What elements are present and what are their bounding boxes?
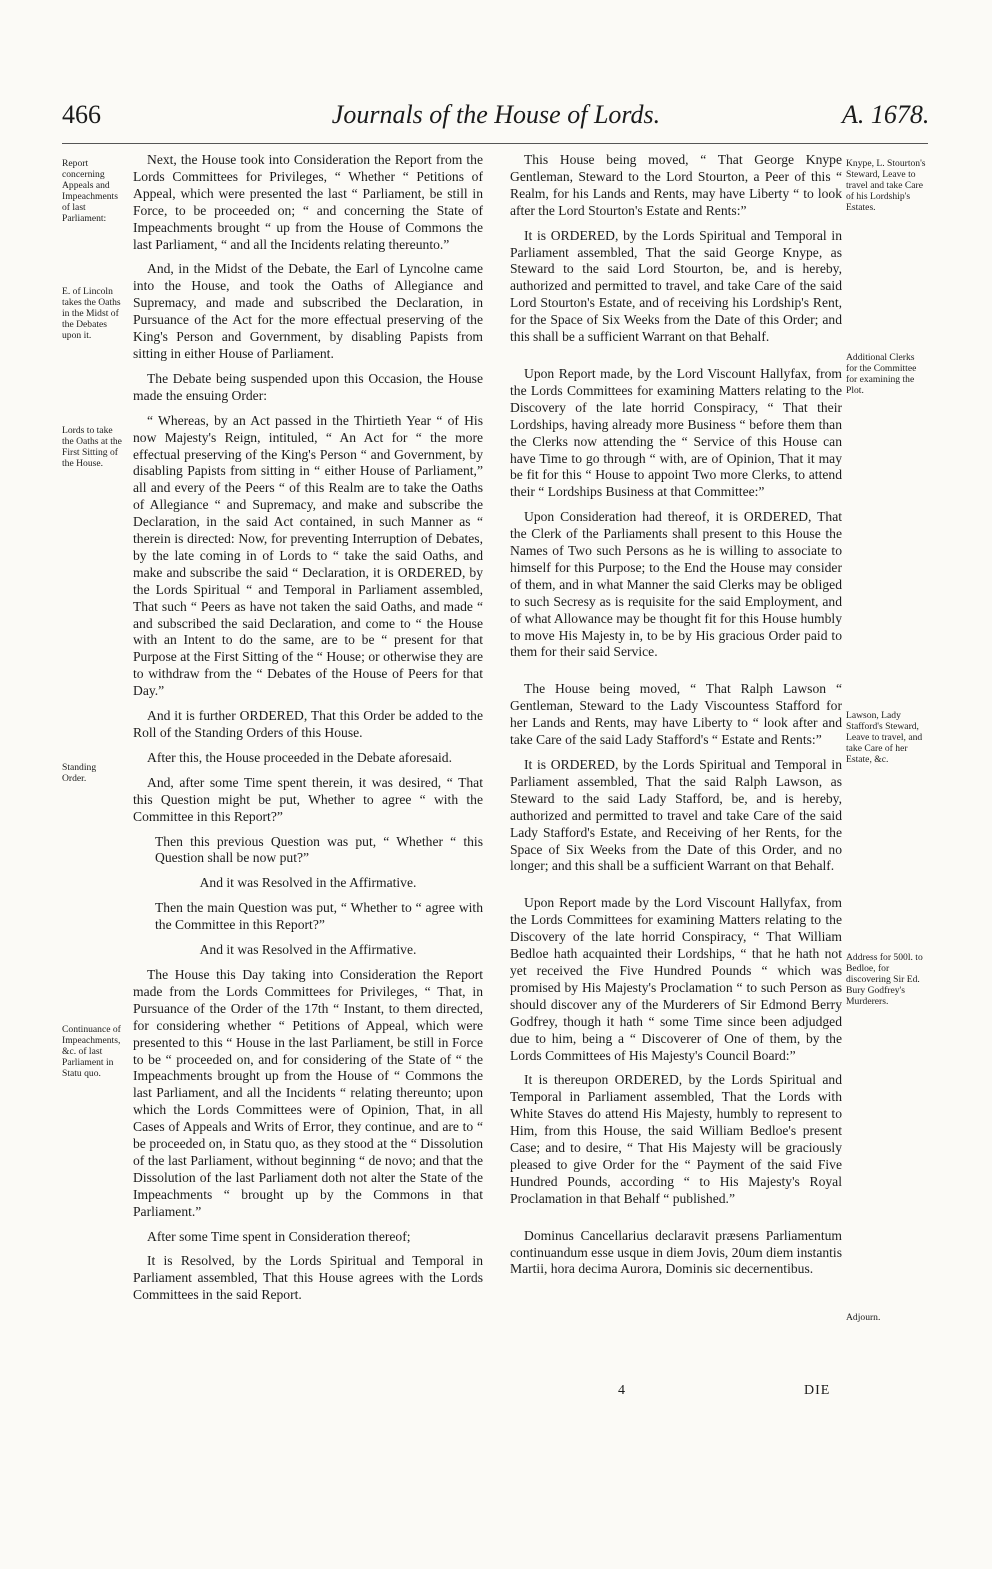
paragraph: Then the main Question was put, “ Whether to “ agree with the Committee in this Report?”: [155, 900, 483, 933]
paragraph: And it is further ORDERED, That this Order be added to the Roll of the Standing Orders of this House.: [133, 708, 483, 740]
paragraph: Next, the House took into Consideration the Report from the Lords Committees for Privileges, “ Whether “ Petitions of Appeal, which were presented the last “ Parliament, be still in Force, to be proceeded on; “ and concerning the State of Impeachments brought “ up from the House of Commons the last Parliament, “ and all the Incidents relating thereunto.”: [133, 152, 483, 252]
paragraph: This House being moved, “ That George Knype Gentleman, Steward to the Lord Stourton, a Peer of this “ Realm, for his Lands and Rents, may have Liberty “ to look after the Lord Stourton's Estate and Rents:”: [510, 152, 842, 218]
page-title: Journals of the House of Lords.: [331, 100, 661, 129]
paragraph: It is Resolved, by the Lords Spiritual and Temporal in Parliament assembled, That this House agrees with the Lords Committees in the said Report.: [133, 1253, 483, 1303]
margin-note: Lawson, Lady Stafford's Steward, Leave to travel, and take Care of her Estate, &c.: [846, 710, 923, 765]
paragraph: The House being moved, “ That Ralph Lawson “ Gentleman, Steward to the Lady Viscountess Stafford for her Lands and Rents, may have Liberty to “ look after and take Care of the said Lady Stafford's “ Estate and Rents:”: [510, 681, 842, 748]
margin-note: Additional Clerks for the Committee for examining the Plot.: [846, 352, 917, 396]
paragraph: Then this previous Question was put, “ Whether “ this Question shall be now put?”: [155, 833, 483, 866]
paragraph: Dominus Cancellarius declaravit præsens Parliamentum continuandum esse usque in diem Jovis, 20um diem instantis Martii, hora decima Aurora, Dominis sic decernentibus.: [510, 1227, 842, 1277]
paragraph: Upon Consideration had thereof, it is ORDERED, That the Clerk of the Parliaments shall present to this House the Names of Two such Persons as he is willing to associate to himself for this Purpose; to the End the House may consider of them, and in what Manner the said Clerks may be obliged to such Secresy as is requisite for the said Employment, and of what Allowance may be thought fit for this House humbly to move His Majesty in, to be by His gracious Order paid to them for their said Service.: [510, 509, 842, 660]
header-rule: [62, 143, 928, 144]
paragraph: After this, the House proceeded in the Debate aforesaid.: [147, 749, 452, 765]
margin-note: E. of Lincoln takes the Oaths in the Midst of the Debates upon it.: [62, 286, 121, 341]
page-header: [0, 100, 992, 140]
paragraph: After some Time spent in Consideration thereof;: [147, 1228, 411, 1244]
paragraph: It is ORDERED, by the Lords Spiritual and Temporal in Parliament assembled, That the said Ralph Lawson, as Steward to the said Lady Stafford, be, and is hereby, authorized and permitted to travel and take Care of the said Lady Stafford's Estate, and Receiving of her Rents, for the Space of Six Weeks from the Date of this Order, and no longer; and this shall be a sufficient Warrant on that Behalf.: [510, 757, 842, 874]
resolution: And it was Resolved in the Affirmative.: [199, 942, 417, 958]
page-number: 466: [62, 100, 101, 129]
right-column: [510, 152, 842, 1286]
paragraph: The House this Day taking into Consideration the Report made from the Lords Committees for Privileges, “ That, in Pursuance of the Order of the 17th “ Instant, to them directed, for considering whether “ Petitions of Appeal, which were presented to this “ House in the last Parliament, be still in Force to be “ proceeded on, and for considering of the State of “ the Impeachments brought up from the House of “ Commons the last Parliament, and all the Incidents “ relating thereunto; upon which the Lords Committees were of Opinion, That, in all Cases of Appeals and Writs of Error, they continue, and are to “ be proceeded on, in Statu quo, as they stood at the “ Dissolution of the last Parliament, without beginning “ de novo; and that the Dissolution of the last Parliament doth not alter the State of the Impeachments “ brought up by the Commons in that Parliament.”: [133, 966, 483, 1219]
margin-note: Continuance of Impeachments, &c. of last Parliament in Statu quo.: [62, 1024, 121, 1079]
catchword: DIE: [804, 1383, 831, 1398]
paragraph: Upon Report made by the Lord Viscount Hallyfax, from the Lords Committees for examining Matters relating to the Discovery of the late horrid Conspiracy, “ That William Bedloe hath acquainted their Lordships, “ that he hath not yet received the Five Hundred Pounds “ which was promised by His Majesty's Proclamation “ to such Person as should discover any of the Murderers of Sir Edmond Berry Godfrey, though it hath “ some Time since been adjudged due to him, being a “ Discoverer of One of them, by the Lords Committees of His Majesty's Council Board:”: [510, 895, 842, 1063]
signature-mark: 4: [618, 1383, 625, 1398]
left-column: [133, 152, 483, 1312]
resolution: And it was Resolved in the Affirmative.: [199, 875, 417, 891]
page-year: A. 1678.: [842, 100, 930, 129]
margin-note: Adjourn.: [846, 1312, 881, 1323]
paragraph: The Debate being suspended upon this Occasion, the House made the ensuing Order:: [133, 370, 483, 403]
paragraph: It is thereupon ORDERED, by the Lords Spiritual and Temporal in Parliament assembled, That the Lords with White Staves do attend His Majesty, humbly to represent to Him, from this House, the said William Bedloe's present Case; and to desire, “ That His Majesty will be graciously pleased to give Order for the “ Payment of the said Five Hundred Pounds, according “ to His Majesty's Royal Proclamation in that Behalf “ published.”: [510, 1072, 842, 1206]
margin-note: Address for 500l. to Bedloe, for discovering Sir Ed. Bury Godfrey's Murderers.: [846, 952, 923, 1007]
margin-note: Knype, L. Stourton's Steward, Leave to travel and take Care of his Lordship's Estates.: [846, 158, 926, 213]
paragraph: “ Whereas, by an Act passed in the Thirtieth Year “ of His now Majesty's Reign, intituled, “ An Act for “ the more effectual preserving of the King's Person “ and Government, by disabling Papists from sitting in “ either House of Parliament,” all and every of the Peers “ of this Realm are to take the Oaths of Allegiance “ and Supremacy, and make and subscribe the Declaration, in the said Act contained, in such Manner as “ therein is directed: Now, for preventing Interruption of Debates, by the late coming in of Lords to “ take the said Oaths, and make and subscribe the said “ Declaration, it is ORDERED, by the Lords Spiritual “ and Temporal in Parliament assembled, That such “ Peers as have not taken the said Oaths, and made “ and subscribed the said Declaration, and come to “ the House with an Intent to do the same, are to be “ present for that Purpose at the First Sitting of the “ House; or otherwise they are to withdraw from the “ Debates of the House of Peers for that Day.”: [133, 412, 483, 699]
paragraph: And, in the Midst of the Debate, the Earl of Lyncolne came into the House, and took the Oaths of Allegiance and Supremacy, and made and subscribed the Declaration, in Pursuance of the Act for the more effectual preserving of the King's Person and Government, by disabling Papists from sitting in either House of Parliament.: [133, 261, 483, 361]
paragraph: It is ORDERED, by the Lords Spiritual and Temporal in Parliament assembled, That the said George Knype, as Steward to the said Lord Stourton, be, and is hereby, authorized and permitted to travel, and take Care of the said Lord Stourton's Estate, and of receiving his Lordship's Rent, for the Space of Six Weeks from the Date of this Order; and this shall be a sufficient Warrant on that Behalf.: [510, 227, 842, 345]
paragraph: Upon Report made, by the Lord Viscount Hallyfax, from the Lords Committees for examining Matters relating to the Discovery of the late horrid Conspiracy, “ That their Lordships, having already more Business “ before them than the Clerks now attending the “ Service of this House can have Time to go through “ with, are of Opinion, That it may be fit for this “ House to appoint Two more Clerks, to attend their “ Lordships Business at that Committee:”: [510, 365, 842, 500]
margin-note: Standing Order.: [62, 762, 97, 784]
margin-note: Report concerning Appeals and Impeachments of last Parliament:: [62, 158, 118, 224]
paragraph: And, after some Time spent therein, it was desired, “ That this Question might be put, Whether to agree “ with the Committee in this Report?”: [133, 774, 483, 824]
margin-note: Lords to take the Oaths at the First Sitting of the House.: [62, 425, 122, 469]
